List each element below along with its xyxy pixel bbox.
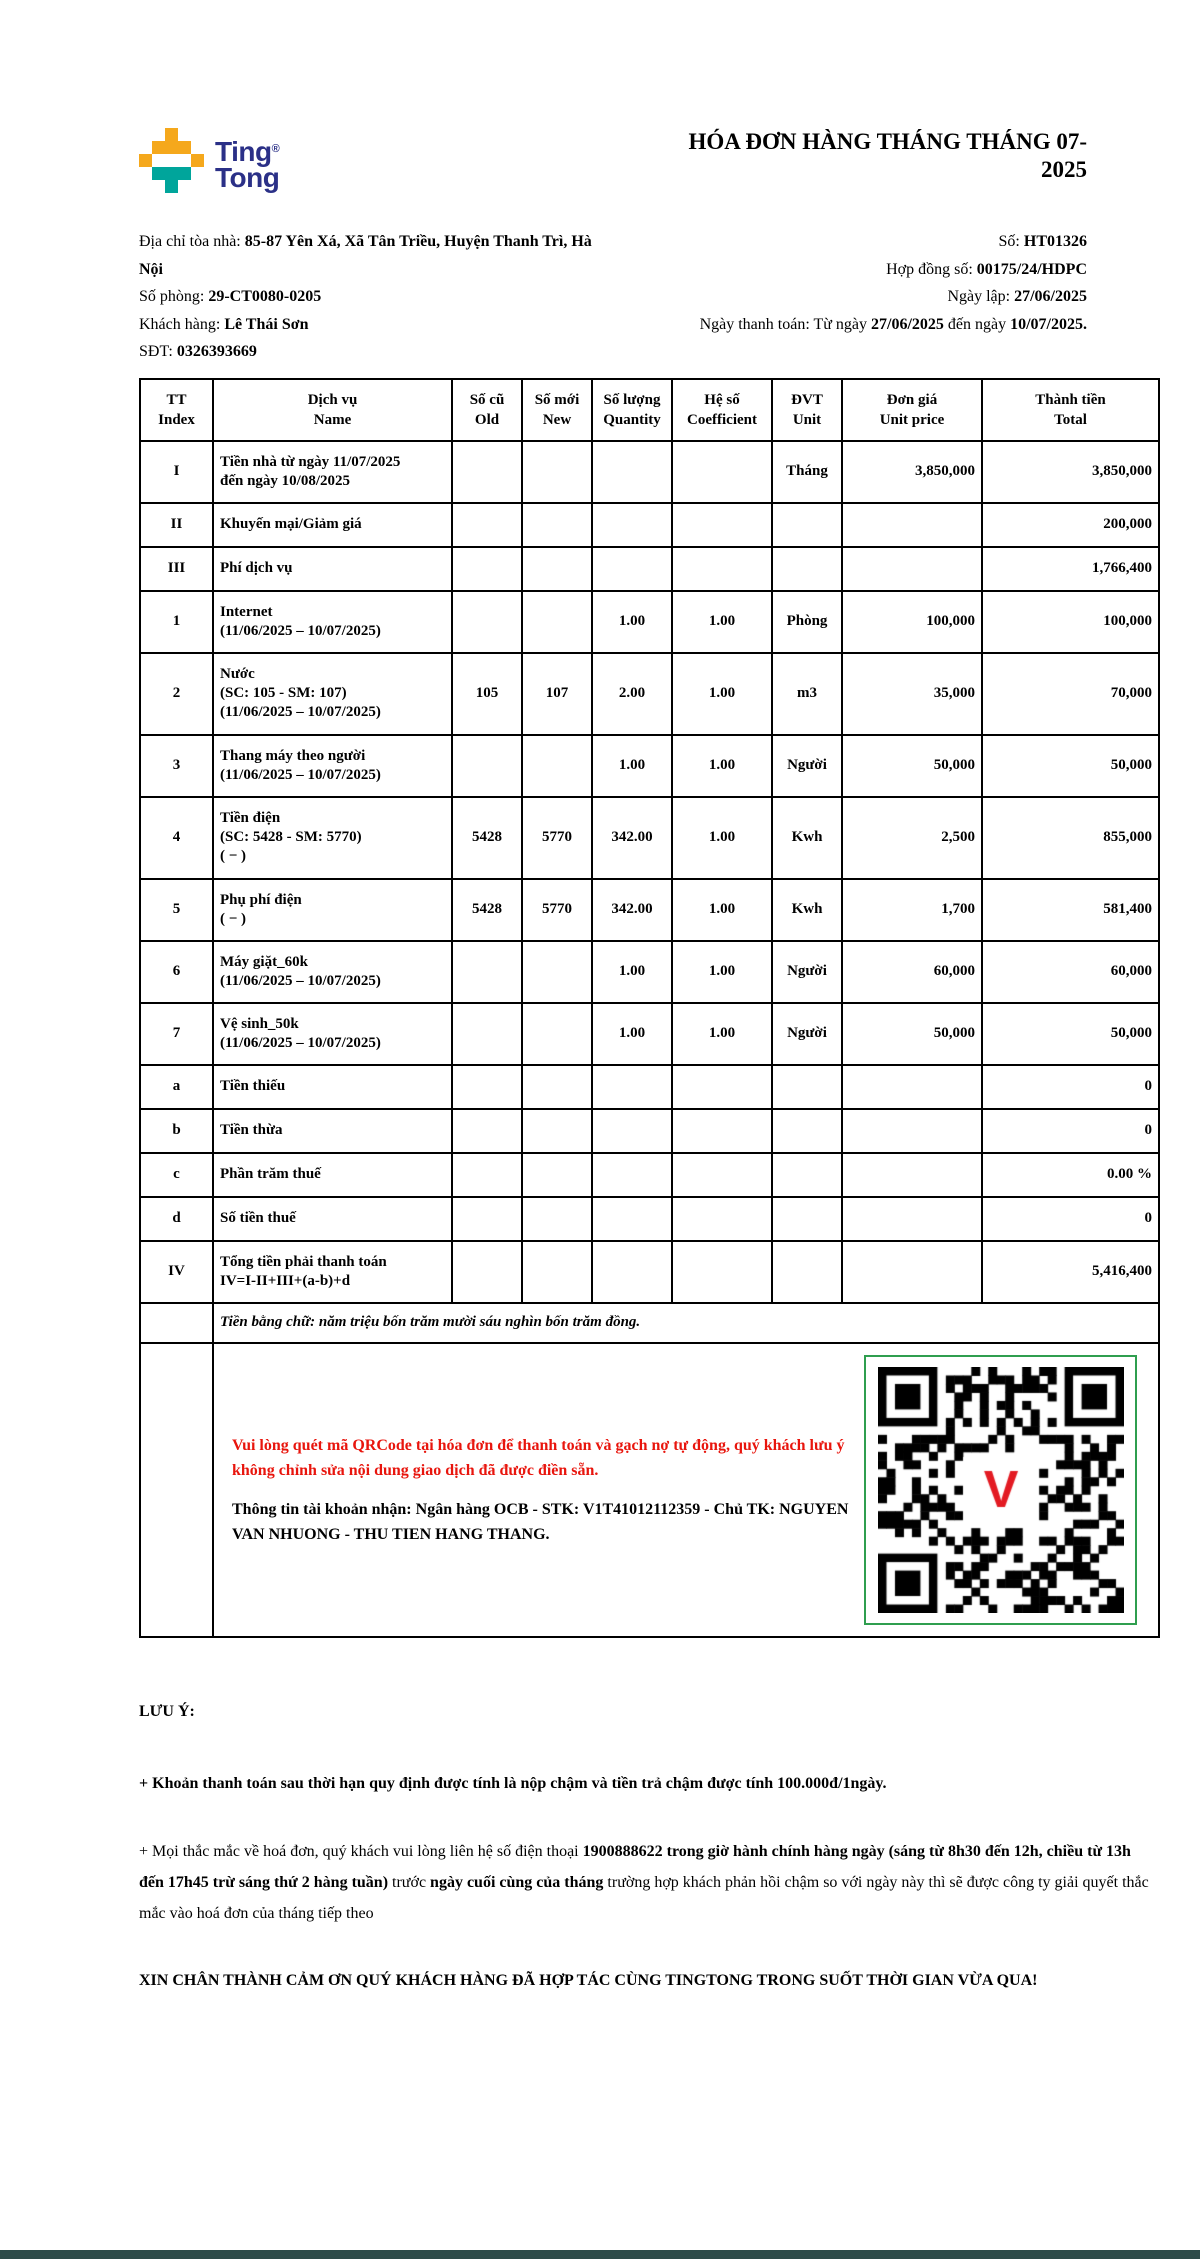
column-header: [772, 379, 842, 441]
cell-unit-price: 100,000: [842, 591, 982, 653]
service-name-line: ( − ): [220, 910, 247, 927]
cell-service-name: [213, 503, 452, 547]
cell-unit: Kwh: [772, 797, 842, 879]
regular-text: Thông tin tài khoản nhận: Ngân hàng OCB - STK:: [232, 1500, 583, 1518]
service-name-line: Vệ sinh_50k: [220, 1015, 299, 1032]
table-row: [140, 797, 1159, 879]
info-label: Ngày lập:: [947, 288, 1015, 305]
qr-payment-cell: [213, 1343, 1159, 1637]
column-header: [213, 379, 452, 441]
info-label: Số phòng:: [139, 288, 209, 305]
invoice-info-right: [599, 228, 1087, 366]
cell-old-reading: [452, 1003, 522, 1065]
column-header-en: New: [542, 411, 572, 428]
column-header-en: Index: [158, 411, 195, 428]
service-name-line: Máy giặt_60k: [220, 953, 308, 970]
cell-old-reading: [452, 503, 522, 547]
service-name-line: (11/06/2025 – 10/07/2025): [220, 1034, 381, 1051]
cell-coefficient: 1.00: [672, 941, 772, 1003]
logo-pixel-yellow: [152, 141, 165, 154]
qr-note-red: Vui lòng quét mã QRCode tại hóa đơn để thanh toán và gạch nợ tự động, quý khách lưu ý không chỉnh sửa nội dung giao dịch đã được điền sẵn.: [232, 1436, 845, 1479]
invoice-table: [139, 378, 1160, 1638]
service-name-line: (SC: 5428 - SM: 5770): [220, 829, 362, 845]
table-header-row: [140, 379, 1159, 441]
cell-unit: [772, 547, 842, 591]
column-header-vi: Số lượng: [603, 391, 661, 408]
cell-index: a: [140, 1065, 213, 1109]
cell-service-name: [213, 1003, 452, 1065]
cell-quantity: 342.00: [592, 879, 672, 941]
logo-pixel-teal: [152, 167, 165, 180]
service-name-line: Số tiền thuế: [220, 1210, 296, 1226]
column-header-en: Old: [474, 411, 500, 428]
cell-coefficient: [672, 503, 772, 547]
table-row: [140, 591, 1159, 653]
column-header: [842, 379, 982, 441]
cell-coefficient: 1.00: [672, 735, 772, 797]
cell-service-name: [213, 1065, 452, 1109]
invoice-info: [139, 228, 1157, 366]
cell-unit: [772, 1153, 842, 1197]
cell-new-reading: 107: [522, 653, 592, 735]
cell-index: 4: [140, 797, 213, 879]
cell-total: 0.00 %: [982, 1153, 1159, 1197]
cell-new-reading: [522, 591, 592, 653]
cell-service-name: [213, 1197, 452, 1241]
cell-quantity: [592, 1109, 672, 1153]
cell-quantity: 1.00: [592, 941, 672, 1003]
info-label: Khách hàng:: [139, 315, 225, 333]
cell-index: 2: [140, 653, 213, 735]
column-header: [982, 379, 1159, 441]
tingtong-logo: [139, 128, 279, 198]
service-name-line: Phụ phí điện: [220, 891, 302, 908]
invoice-info-left: [139, 228, 599, 366]
service-name-line: ( − ): [220, 848, 247, 864]
qr-payment-row: [140, 1343, 1159, 1637]
info-line: [139, 283, 599, 311]
service-name-line: IV=I-II+III+(a-b)+d: [220, 1272, 351, 1289]
cell-old-reading: [452, 547, 522, 591]
cell-coefficient: 1.00: [672, 879, 772, 941]
service-name-line: Phần trăm thuế: [220, 1166, 321, 1182]
cell-service-name: [213, 1153, 452, 1197]
cell-unit-price: [842, 1153, 982, 1197]
cell-old-reading: [452, 1197, 522, 1241]
cell-old-reading: [452, 735, 522, 797]
column-header-en: Quantity: [603, 411, 661, 428]
cell-service-name: [213, 941, 452, 1003]
table-row: [140, 1241, 1159, 1303]
cell-service-name: [213, 441, 452, 503]
cell-service-name: [213, 591, 452, 653]
cell-coefficient: [672, 1109, 772, 1153]
regular-text: trước: [388, 1873, 431, 1891]
service-name-line: Tiền thừa: [220, 1122, 283, 1138]
service-name-line: Tiền thiếu: [220, 1078, 286, 1094]
cell-total: 100,000: [982, 591, 1159, 653]
service-name-line: Nước: [220, 666, 255, 682]
cell-total: 50,000: [982, 1003, 1159, 1065]
bold-text: 10/07/2025.: [1010, 315, 1087, 333]
cell-new-reading: [522, 1003, 592, 1065]
service-name-line: đến ngày 10/08/2025: [220, 472, 351, 489]
info-value: 85-87 Yên Xá, Xã Tân Triều, Huyện Thanh Trì, Hà Nội: [139, 233, 592, 278]
cell-quantity: [592, 503, 672, 547]
cell-unit: m3: [772, 653, 842, 735]
service-name-line: Tiền điện: [220, 810, 281, 826]
cell-coefficient: 1.00: [672, 797, 772, 879]
cell-unit: Người: [772, 1003, 842, 1065]
cell-coefficient: [672, 1153, 772, 1197]
logo-pixel-teal: [165, 167, 178, 180]
cell-service-name: [213, 879, 452, 941]
cell-coefficient: [672, 441, 772, 503]
column-header: [522, 379, 592, 441]
info-line: [599, 256, 1087, 284]
cell-unit-price: [842, 1241, 982, 1303]
column-header-vi: ĐVT: [791, 391, 823, 408]
regular-text: .: [545, 1525, 550, 1543]
table-row: [140, 1197, 1159, 1241]
cell-coefficient: 1.00: [672, 1003, 772, 1065]
table-row: [140, 653, 1159, 735]
info-label: Địa chỉ tòa nhà:: [139, 233, 245, 250]
logo-pixel-yellow: [165, 141, 178, 154]
cell-unit: Phòng: [772, 591, 842, 653]
column-header-vi: TT: [166, 391, 187, 408]
regular-text: Ngày thanh toán: Từ ngày: [699, 315, 872, 333]
regular-text: - Chủ TK:: [700, 1500, 780, 1518]
service-name-line: (11/06/2025 – 10/07/2025): [220, 972, 381, 989]
cell-new-reading: [522, 503, 592, 547]
info-line: [599, 311, 1087, 339]
info-line: [139, 338, 599, 366]
cell-index: 1: [140, 591, 213, 653]
service-name-line: Tổng tiền phải thanh toán: [220, 1253, 387, 1270]
bottom-page-edge-bar: [0, 2250, 1200, 2259]
cell-quantity: [592, 547, 672, 591]
column-header: [672, 379, 772, 441]
cell-unit: [772, 1109, 842, 1153]
invoice-title: HÓA ĐƠN HÀNG THÁNG THÁNG 07-2025: [688, 129, 1087, 182]
cell-coefficient: [672, 547, 772, 591]
service-name-line: Tiền nhà từ ngày 11/07/2025: [220, 453, 401, 470]
cell-old-reading: [452, 1241, 522, 1303]
cell-unit: [772, 1197, 842, 1241]
table-row: [140, 1003, 1159, 1065]
cell-quantity: [592, 441, 672, 503]
cell-quantity: [592, 1197, 672, 1241]
registered-mark-icon: ®: [271, 143, 280, 155]
cell-old-reading: 5428: [452, 879, 522, 941]
info-value: Lê Thái Sơn: [224, 315, 309, 333]
regular-text: đến ngày: [943, 315, 1011, 333]
cell-unit-price: 1,700: [842, 879, 982, 941]
cell-new-reading: 5770: [522, 879, 592, 941]
cell-unit: [772, 1065, 842, 1109]
column-header-vi: Hệ số: [704, 391, 740, 408]
table-row: [140, 1109, 1159, 1153]
tingtong-logo-text: [215, 136, 279, 191]
cell-coefficient: 1.00: [672, 591, 772, 653]
cell-total: 200,000: [982, 503, 1159, 547]
cell-unit-price: [842, 1109, 982, 1153]
cell-unit-price: 60,000: [842, 941, 982, 1003]
cell-index: I: [140, 441, 213, 503]
cell-quantity: [592, 1065, 672, 1109]
table-row: [140, 941, 1159, 1003]
cell-unit-price: [842, 547, 982, 591]
logo-pixel-teal: [178, 167, 191, 180]
bold-text: V1T41012112359: [582, 1500, 701, 1518]
payment-instructions: [214, 1433, 864, 1547]
cell-coefficient: 1.00: [672, 653, 772, 735]
cell-total: 70,000: [982, 653, 1159, 735]
column-header-vi: Dịch vụ: [307, 391, 358, 408]
column-header: [452, 379, 522, 441]
info-value: 00175/24/HDPC: [976, 260, 1087, 278]
cell-new-reading: 5770: [522, 797, 592, 879]
cell-index: 6: [140, 941, 213, 1003]
cell-service-name: [213, 1241, 452, 1303]
table-row: [140, 735, 1159, 797]
cell-total: 60,000: [982, 941, 1159, 1003]
regular-text: + Mọi thắc mắc về hoá đơn, quý khách vui lòng liên hệ số điện thoại: [139, 1842, 583, 1860]
cell-service-name: [213, 653, 452, 735]
qr-payment-layout: [214, 1344, 1158, 1636]
service-name-line: (11/06/2025 – 10/07/2025): [220, 766, 381, 783]
cell-index: 7: [140, 1003, 213, 1065]
bold-text: 1900888622 trong giờ hành chính hàng ngày (sáng từ 8h30 đến 12h, chiều từ 13h đến 17h45 trừ sáng thứ 2 hàng tuần): [139, 1842, 1131, 1891]
cell-index: c: [140, 1153, 213, 1197]
service-name-line: Khuyến mại/Giảm giá: [220, 516, 362, 532]
info-line: [599, 283, 1087, 311]
cell-quantity: 2.00: [592, 653, 672, 735]
column-header-en: Unit: [792, 411, 822, 428]
table-row: [140, 1065, 1159, 1109]
qr-account-info: [232, 1497, 852, 1547]
cell-unit: [772, 503, 842, 547]
amount-in-words-cell: [213, 1303, 1159, 1343]
info-value: 27/06/2025: [1014, 288, 1087, 305]
cell-new-reading: [522, 1153, 592, 1197]
cell-unit-price: 35,000: [842, 653, 982, 735]
bold-text: NGUYEN VAN NHUONG - THU TIEN HANG THANG: [232, 1500, 849, 1543]
cell-total: 50,000: [982, 735, 1159, 797]
info-value: 0326393669: [176, 343, 257, 360]
cell-total: 0: [982, 1065, 1159, 1109]
cell-new-reading: [522, 547, 592, 591]
cell-index: IV: [140, 1241, 213, 1303]
column-header-vi: Số cũ: [469, 391, 505, 408]
cell-new-reading: [522, 441, 592, 503]
cell-unit: Tháng: [772, 441, 842, 503]
cell-coefficient: [672, 1241, 772, 1303]
cell-quantity: 1.00: [592, 591, 672, 653]
cell-old-reading: 105: [452, 653, 522, 735]
cell-quantity: 342.00: [592, 797, 672, 879]
logo-pixel-teal: [165, 180, 178, 193]
table-row: [140, 441, 1159, 503]
cell-new-reading: [522, 1241, 592, 1303]
service-name-line: (11/06/2025 – 10/07/2025): [220, 622, 381, 639]
info-line: [139, 228, 599, 283]
cell-old-reading: [452, 1065, 522, 1109]
cell-total: 0: [982, 1197, 1159, 1241]
bold-text: 27/06/2025: [871, 315, 944, 333]
cell-index-empty: [140, 1343, 213, 1637]
column-header-en: Unit price: [879, 411, 945, 428]
qr-frame: [864, 1355, 1137, 1625]
logo-word-tong: Tong: [215, 162, 280, 193]
cell-old-reading: [452, 591, 522, 653]
cell-old-reading: 5428: [452, 797, 522, 879]
service-name-line: Internet: [220, 603, 273, 620]
note-late-fee: + Khoản thanh toán sau thời hạn quy định được tính là nộp chậm và tiền trả chậm được tính 100.000đ/1ngày.: [139, 1774, 887, 1792]
cell-service-name: [213, 1109, 452, 1153]
table-row: [140, 503, 1159, 547]
info-label: Số:: [998, 233, 1024, 250]
cell-total: 1,766,400: [982, 547, 1159, 591]
table-header: [140, 379, 1159, 441]
cell-new-reading: [522, 1109, 592, 1153]
cell-unit-price: [842, 1197, 982, 1241]
column-header: [592, 379, 672, 441]
amount-in-words-label: Tiền bằng chữ:: [220, 1314, 319, 1330]
cell-index: 5: [140, 879, 213, 941]
table-row: [140, 547, 1159, 591]
cell-old-reading: [452, 1153, 522, 1197]
cell-unit: Kwh: [772, 879, 842, 941]
cell-quantity: 1.00: [592, 735, 672, 797]
cell-unit-price: 50,000: [842, 735, 982, 797]
cell-unit-price: 2,500: [842, 797, 982, 879]
amount-in-words-row: [140, 1303, 1159, 1343]
cell-old-reading: [452, 441, 522, 503]
cell-new-reading: [522, 941, 592, 1003]
regular-text: trường hợp khách phản hồi chậm so với ngày này thì sẽ được công ty giải quyết thắc mắc vào hoá đơn của tháng tiếp theo: [139, 1873, 1149, 1922]
cell-coefficient: [672, 1065, 772, 1109]
column-header-en: Name: [313, 411, 352, 428]
note-contact: [139, 1836, 1158, 1929]
column-header-en: Coefficient: [687, 411, 757, 428]
service-name-line: (SC: 105 - SM: 107): [220, 685, 347, 701]
amount-in-words-value: năm triệu bốn trăm mười sáu nghìn bốn trăm đồng.: [318, 1314, 641, 1330]
column-header-vi: Số mới: [534, 391, 580, 408]
column-header-vi: Đơn giá: [886, 391, 938, 408]
cell-coefficient: [672, 1197, 772, 1241]
column-header-vi: Thành tiền: [1035, 391, 1106, 408]
tingtong-logo-icon: [139, 128, 205, 198]
cell-total: 855,000: [982, 797, 1159, 879]
info-label: Hợp đồng số:: [886, 260, 977, 278]
cell-quantity: [592, 1241, 672, 1303]
cell-unit: Người: [772, 941, 842, 1003]
bold-text: ngày cuối cùng của tháng: [430, 1873, 604, 1891]
cell-unit: [772, 1241, 842, 1303]
cell-total: 5,416,400: [982, 1241, 1159, 1303]
cell-new-reading: [522, 1197, 592, 1241]
cell-index: 3: [140, 735, 213, 797]
cell-total: 0: [982, 1109, 1159, 1153]
cell-total: 3,850,000: [982, 441, 1159, 503]
cell-quantity: [592, 1153, 672, 1197]
cell-new-reading: [522, 1065, 592, 1109]
cell-unit-price: 50,000: [842, 1003, 982, 1065]
cell-index: d: [140, 1197, 213, 1241]
column-header-en: Total: [1054, 411, 1087, 428]
info-value: 29-CT0080-0205: [208, 288, 322, 305]
info-value: HT01326: [1023, 233, 1087, 250]
cell-index: II: [140, 503, 213, 547]
logo-word-ting: Ting®: [215, 136, 280, 167]
info-label: SĐT:: [139, 343, 177, 360]
service-name-line: Phí dịch vụ: [220, 560, 293, 576]
cell-index: III: [140, 547, 213, 591]
cell-new-reading: [522, 735, 592, 797]
cell-quantity: 1.00: [592, 1003, 672, 1065]
notes-heading: LƯU Ý:: [139, 1702, 195, 1720]
info-line: [599, 228, 1087, 256]
logo-pixel-yellow: [178, 141, 191, 154]
cell-unit: Người: [772, 735, 842, 797]
qr-code: [878, 1367, 1124, 1613]
header: [139, 128, 1157, 198]
column-header: [140, 379, 213, 441]
service-name-line: Thang máy theo người: [220, 747, 366, 764]
cell-service-name: [213, 797, 452, 879]
table-row: [140, 879, 1159, 941]
cell-index-empty: [140, 1303, 213, 1343]
cell-old-reading: [452, 1109, 522, 1153]
thanks-note: XIN CHÂN THÀNH CẢM ƠN QUÝ KHÁCH HÀNG ĐÃ HỢP TÁC CÙNG TINGTONG TRONG SUỐT THỜI GIAN VỪA QUA!: [139, 1971, 1038, 1989]
cell-total: 581,400: [982, 879, 1159, 941]
cell-unit-price: [842, 1065, 982, 1109]
logo-pixel-yellow: [191, 154, 204, 167]
notes-section: [139, 1696, 1158, 1996]
cell-service-name: [213, 547, 452, 591]
service-name-line: (11/06/2025 – 10/07/2025): [220, 704, 381, 720]
cell-service-name: [213, 735, 452, 797]
cell-unit-price: 3,850,000: [842, 441, 982, 503]
table-row: [140, 1153, 1159, 1197]
cell-index: b: [140, 1109, 213, 1153]
info-line: [139, 311, 599, 339]
logo-pixel-yellow: [139, 154, 152, 167]
cell-old-reading: [452, 941, 522, 1003]
logo-pixel-yellow: [165, 128, 178, 141]
cell-unit-price: [842, 503, 982, 547]
